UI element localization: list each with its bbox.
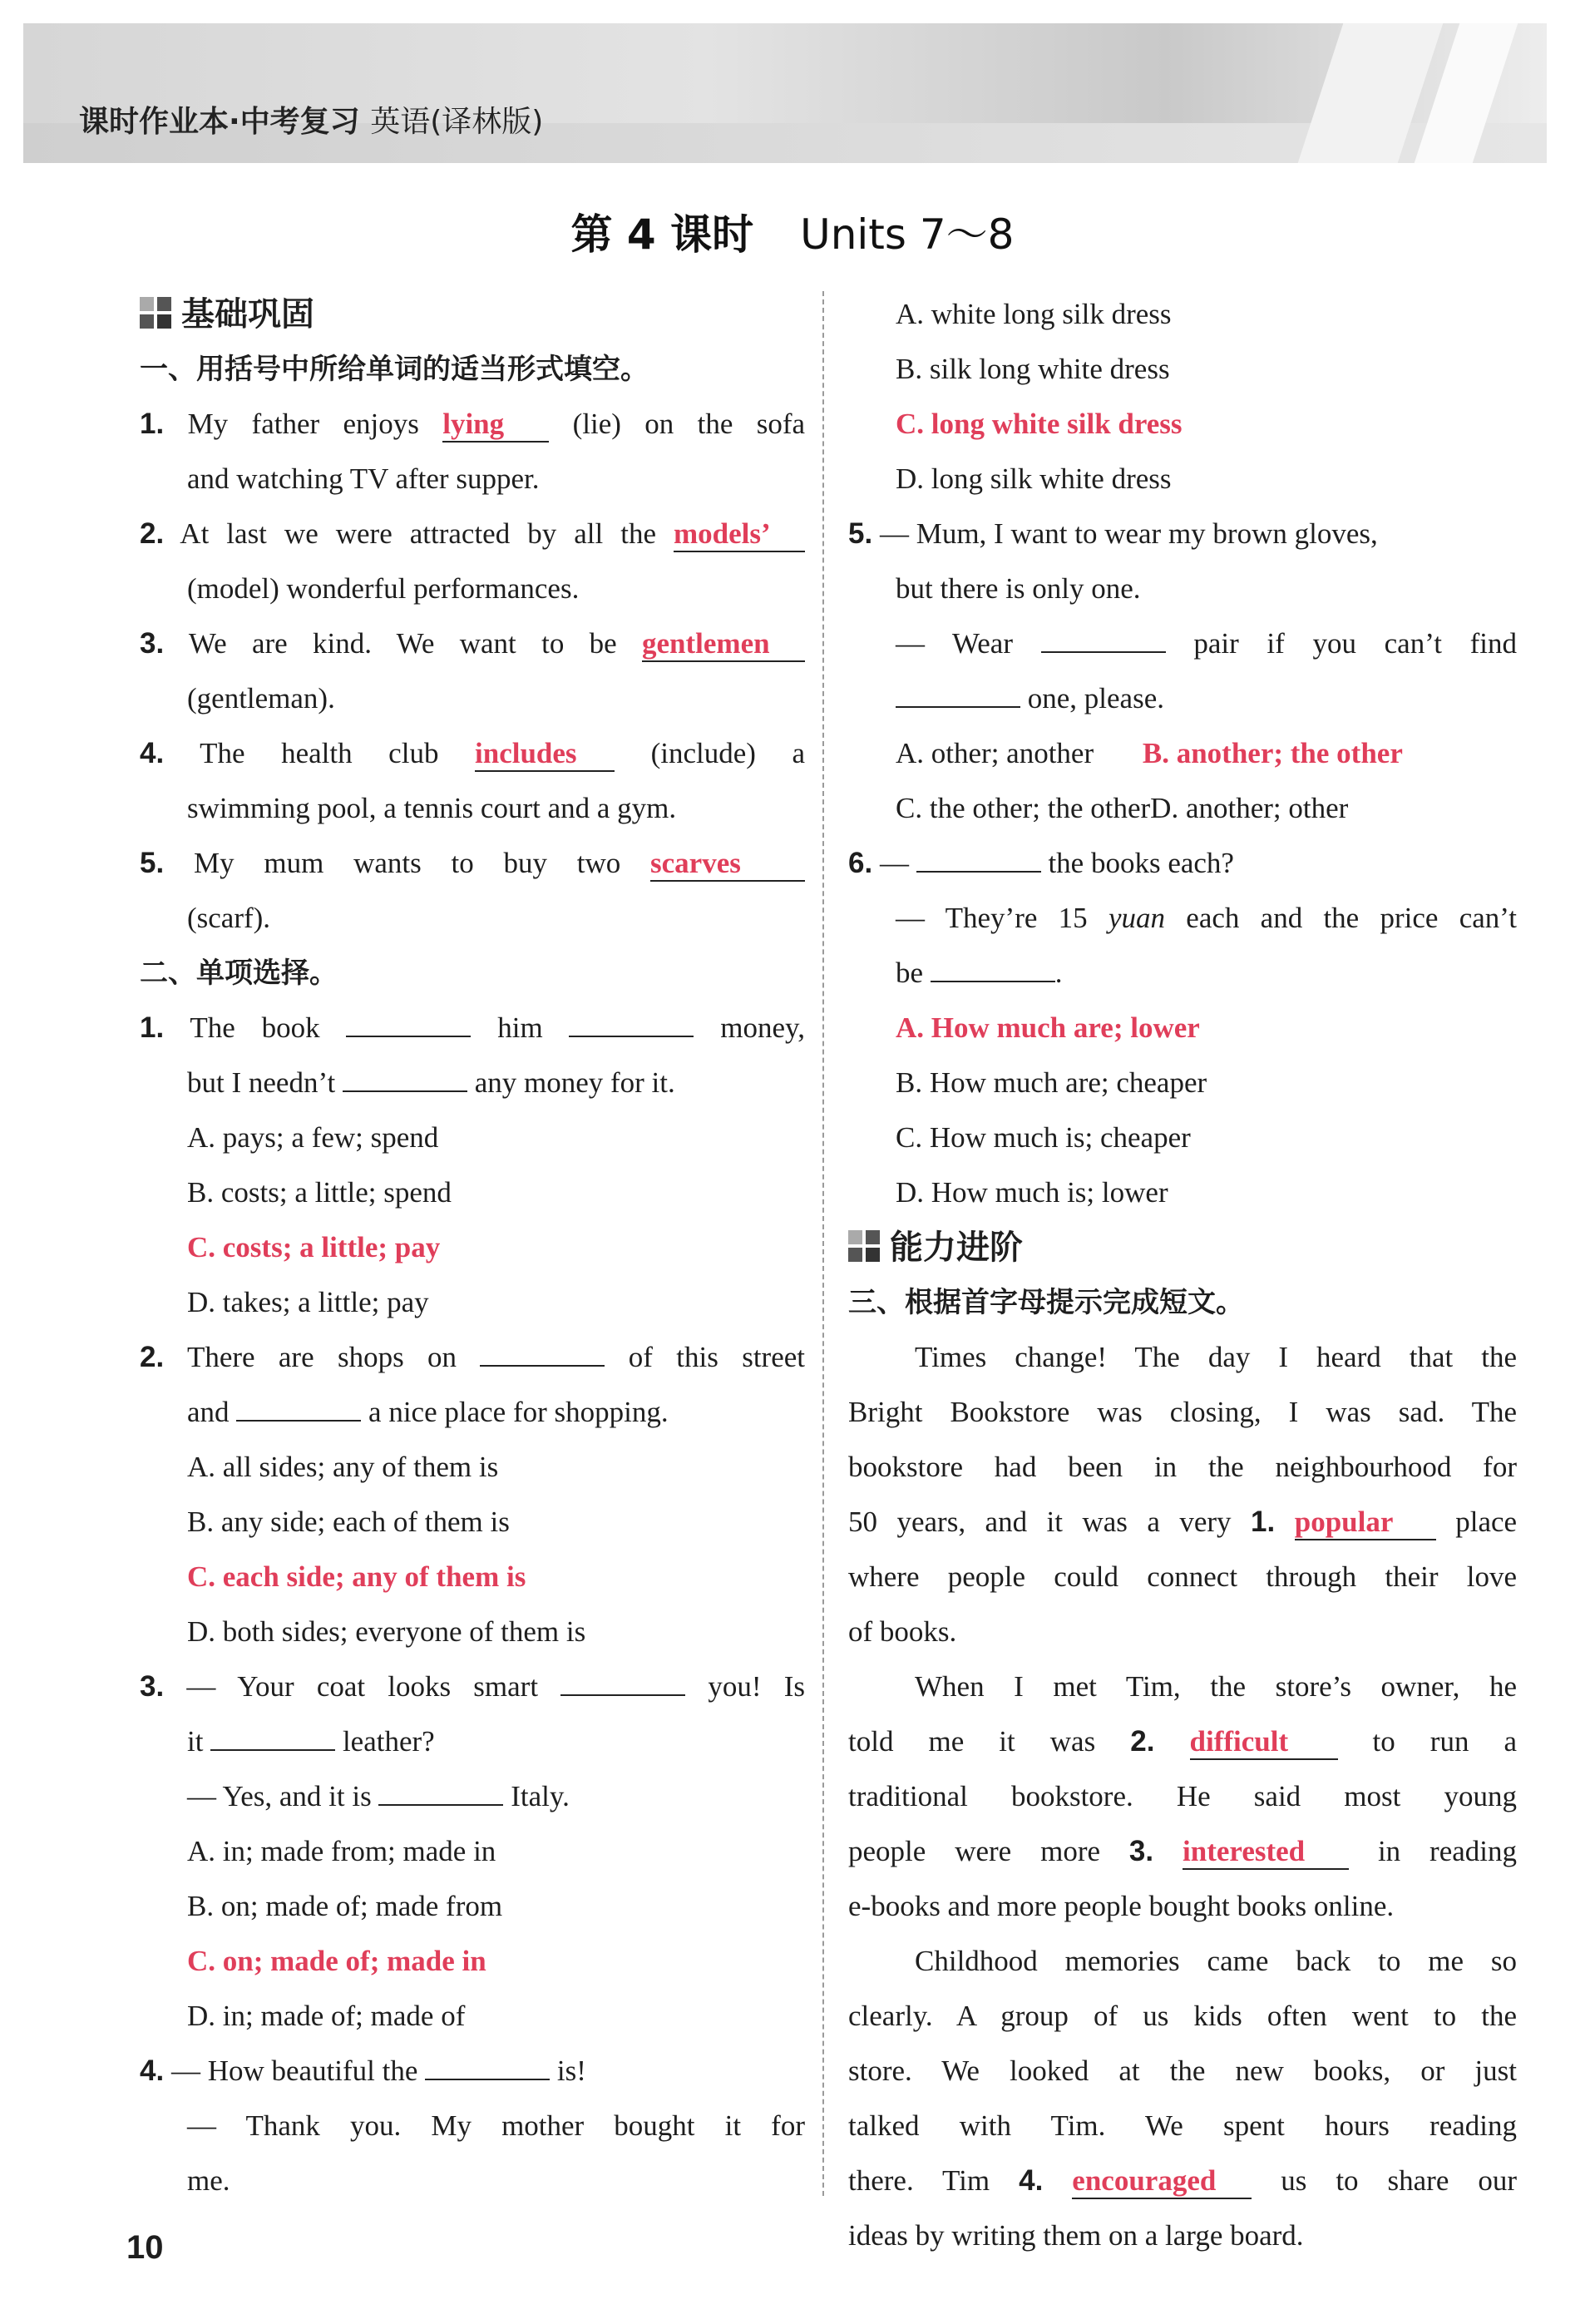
answer-blank	[931, 981, 1055, 982]
option-d: D. How much is; lower	[896, 1176, 1168, 1209]
option-c: C. How much is; cheaper	[896, 1121, 1191, 1154]
answer-blank: scarves	[650, 847, 805, 882]
part2-q4-line2: — Thank you. My mother bought it for	[187, 2109, 805, 2142]
part1-heading: 一、用括号中所给单词的适当形式填空。	[140, 353, 649, 386]
part2-heading: 二、单项选择。	[140, 957, 338, 990]
option-a: A. other; another	[896, 737, 1094, 769]
answer-blank: models’	[674, 517, 805, 552]
part2-q3-line1: 3. — Your coat looks smart you! Is	[140, 1670, 806, 1703]
part1-q3-line1: 3. We are kind. We want to be gentlemen	[140, 616, 805, 671]
passage-line: Childhood memories came back to me so	[915, 1945, 1517, 1977]
option-d: D. takes; a little; pay	[187, 1286, 429, 1318]
answer-blank	[425, 2079, 550, 2080]
option-d: D. long silk white dress	[896, 462, 1172, 495]
passage-line: store. We looked at the new books, or just	[848, 2055, 1517, 2087]
part1-q4-line2: swimming pool, a tennis court and a gym.	[187, 792, 677, 824]
part2-q6-line1: 6. — the books each?	[848, 847, 1234, 879]
part2-q3-line2: it leather?	[187, 1725, 435, 1758]
option-c-correct: C. long white silk dress	[896, 408, 1183, 440]
option-b: B. any side; each of them is	[187, 1506, 510, 1538]
part2-q4-line3: me.	[187, 2164, 230, 2197]
right-column	[848, 287, 1517, 2263]
passage-line: bookstore had been in the neighbourhood for	[848, 1451, 1517, 1483]
option-d: D. both sides; everyone of them is	[187, 1615, 586, 1648]
option-a: A. pays; a few; spend	[187, 1121, 439, 1154]
part2-q5-options-ab	[848, 726, 1517, 781]
option-c: C. the other; the other	[896, 792, 1151, 824]
part1-q5-line1: 5. My mum wants to buy two scarves	[140, 836, 805, 891]
answer-blank: popular	[1295, 1506, 1436, 1540]
part2-q5-line2: but there is only one.	[896, 572, 1141, 605]
passage-line: where people could connect through their love	[848, 1560, 1517, 1593]
answer-blank: lying	[442, 408, 549, 443]
answer-blank	[378, 1804, 503, 1806]
section-squares-icon	[140, 297, 171, 329]
answer-blank	[346, 1036, 471, 1037]
passage-line: clearly. A group of us kids often went to the	[848, 2000, 1517, 2032]
part1-q1-line2: and watching TV after supper.	[187, 462, 540, 495]
book-title-main: 课时作业本·中考复习	[79, 105, 360, 139]
part2-q1-line2: but I needn’t any money for it.	[187, 1066, 675, 1099]
lesson-units: Units 7～8	[800, 210, 1015, 259]
part2-q6-line2: — They’re 15 yuan each and the price can’t	[896, 902, 1518, 934]
part1-q3-line2: (gentleman).	[187, 682, 335, 715]
left-column	[140, 287, 805, 2208]
option-a-correct: A. How much are; lower	[896, 1011, 1200, 1044]
book-title	[79, 98, 543, 141]
answer-blank	[560, 1694, 685, 1696]
option-d: D. another; other	[1150, 792, 1349, 824]
passage-line: of books.	[848, 1615, 957, 1648]
part2-q4-line1: 4. — How beautiful the is!	[140, 2055, 586, 2087]
answer-blank	[210, 1749, 335, 1751]
answer-blank: gentlemen	[642, 627, 805, 662]
part3-heading: 三、根据首字母提示完成短文。	[848, 1286, 1244, 1319]
option-a: A. all sides; any of them is	[187, 1451, 499, 1483]
book-title-subject: 英语(译林版)	[370, 105, 544, 139]
passage-line: ideas by writing them on a large board.	[848, 2219, 1304, 2252]
part1-q5-line2: (scarf).	[187, 902, 271, 934]
passage-line: there. Tim 4. encouraged us to share our	[848, 2153, 1517, 2208]
answer-blank	[896, 706, 1020, 708]
section-squares-icon	[848, 1230, 880, 1262]
option-a: A. in; made from; made in	[187, 1835, 496, 1867]
answer-blank: includes	[475, 737, 615, 772]
part2-q3-line3: — Yes, and it is Italy.	[187, 1780, 570, 1812]
answer-blank	[480, 1365, 605, 1367]
answer-blank: difficult	[1190, 1725, 1338, 1760]
lesson-number: 第 4 课时	[570, 210, 754, 259]
passage-line: traditional bookstore. He said most young	[848, 1780, 1517, 1812]
passage-line: e-books and more people bought books online.	[848, 1890, 1395, 1922]
lesson-title	[0, 201, 1585, 261]
answer-blank: interested	[1183, 1835, 1349, 1870]
header-banner	[23, 23, 1547, 163]
answer-blank: encouraged	[1072, 2164, 1252, 2199]
answer-blank	[1041, 651, 1166, 653]
part2-q5-line1: 5. — Mum, I want to wear my brown gloves,	[848, 517, 1378, 550]
passage-line: told me it was 2. difficult to run a	[848, 1714, 1517, 1769]
passage-line: Bright Bookstore was closing, I was sad. The	[848, 1396, 1517, 1428]
part1-q2-line1: 2. At last we were attracted by all the models’	[140, 507, 805, 561]
option-b: B. silk long white dress	[896, 353, 1170, 385]
column-divider	[822, 291, 824, 2196]
part2-q2-line1: 2. There are shops on of this street	[140, 1341, 806, 1373]
option-c-correct: C. each side; any of them is	[187, 1560, 526, 1593]
part1-q2-line2: (model) wonderful performances.	[187, 572, 580, 605]
option-a: A. white long silk dress	[896, 298, 1172, 330]
option-b-correct: B. another; the other	[1142, 737, 1403, 769]
part2-q5-options-cd	[848, 781, 1517, 836]
option-b: B. on; made of; made from	[187, 1890, 503, 1922]
passage-line: Times change! The day I heard that the	[915, 1341, 1517, 1373]
section-advanced: 能力进阶	[848, 1220, 1517, 1275]
option-c-correct: C. costs; a little; pay	[187, 1231, 441, 1263]
part1-q4-line1: 4. The health club includes (include) a	[140, 726, 805, 781]
answer-blank	[236, 1420, 361, 1422]
answer-blank	[569, 1036, 694, 1037]
passage-line: When I met Tim, the store’s owner, he	[915, 1670, 1517, 1703]
option-c-correct: C. on; made of; made in	[187, 1945, 486, 1977]
page-number: 10	[126, 2229, 164, 2266]
passage-line: talked with Tim. We spent hours reading	[848, 2109, 1517, 2142]
passage-line: people were more 3. interested in reading	[848, 1824, 1517, 1879]
answer-blank	[343, 1090, 467, 1092]
part2-q1-line1: 1. The book him money,	[140, 1011, 806, 1044]
option-d: D. in; made of; made of	[187, 2000, 466, 2032]
passage-line: 50 years, and it was a very 1. popular place	[848, 1495, 1517, 1550]
part2-q5-line4: one, please.	[848, 671, 1517, 726]
part2-q2-line2: and a nice place for shopping.	[187, 1396, 669, 1428]
answer-blank	[916, 871, 1041, 873]
part2-q6-line3: be .	[896, 957, 1063, 989]
section-basic: 基础巩固	[140, 287, 805, 342]
part2-q5-line3: — Wear pair if you can’t find	[896, 627, 1518, 660]
option-b: B. costs; a little; spend	[187, 1176, 452, 1209]
part1-q1-line1: 1. My father enjoys lying (lie) on the sofa	[140, 397, 805, 452]
option-b: B. How much are; cheaper	[896, 1066, 1207, 1099]
